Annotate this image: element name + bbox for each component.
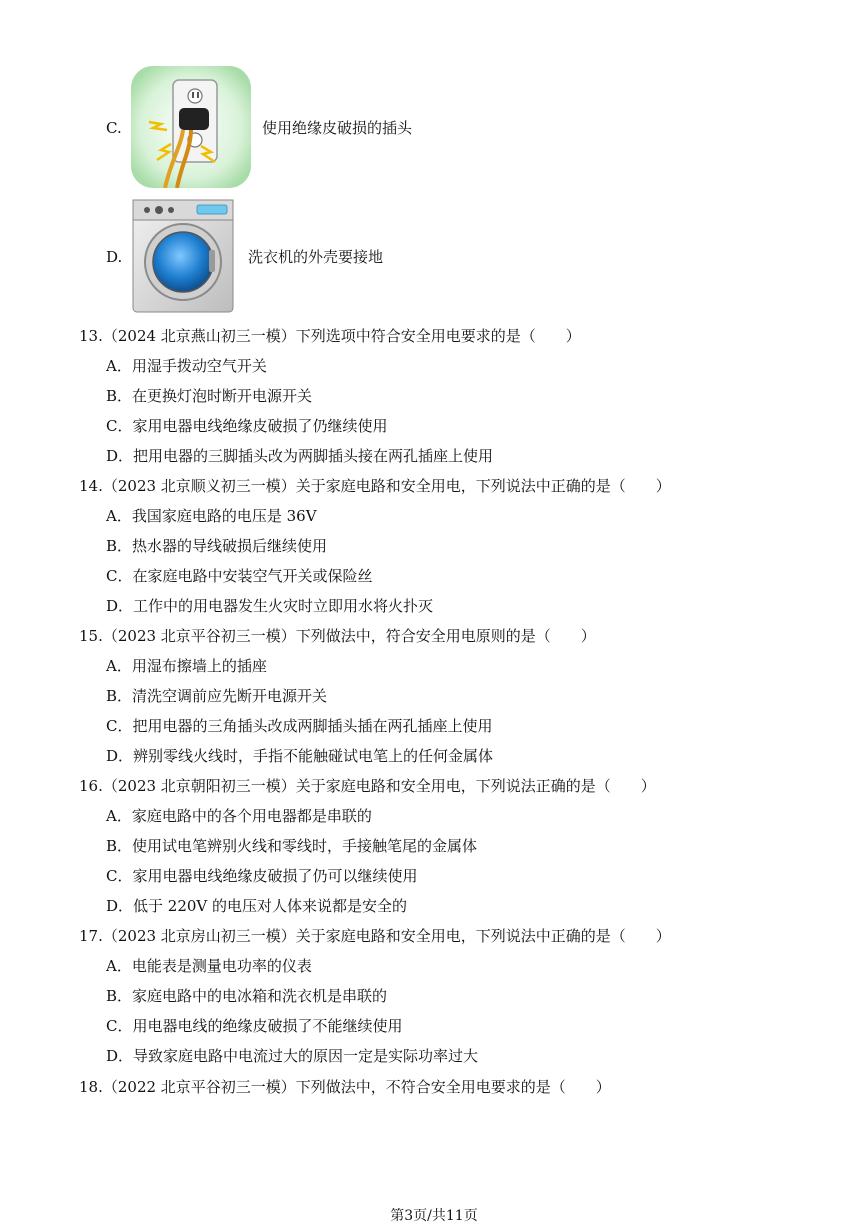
question-17-option-a: A．电能表是测量电功率的仪表	[106, 957, 312, 975]
question-13-option-c: C．家用电器电线绝缘皮破损了仍继续使用	[106, 417, 388, 435]
question-16-option-b: B．使用试电笔辨别火线和零线时，手接触笔尾的金属体	[106, 837, 478, 855]
question-13-option-b: B．在更换灯泡时断开电源开关	[106, 387, 313, 405]
question-16-option-a: A．家庭电路中的各个用电器都是串联的	[106, 807, 372, 825]
question-16-option-c: C．家用电器电线绝缘皮破损了仍可以继续使用	[106, 867, 418, 885]
question-14-option-d: D．工作中的用电器发生火灾时立即用水将火扑灭	[106, 597, 434, 615]
question-14-option-a: A．我国家庭电路的电压是 36V	[106, 507, 317, 525]
question-18-stem: 18.（2022 北京平谷初三一模）下列做法中，不符合安全用电要求的是（ ）	[79, 1078, 611, 1096]
question-17-stem: 17.（2023 北京房山初三一模）关于家庭电路和安全用电，下列说法中正确的是（ ）	[79, 927, 671, 945]
question-13-stem: 13.（2024 北京燕山初三一模）下列选项中符合安全用电要求的是（ ）	[79, 327, 581, 345]
question-14-option-c: C．在家庭电路中安装空气开关或保险丝	[106, 567, 373, 585]
question-16-stem: 16.（2023 北京朝阳初三一模）关于家庭电路和安全用电，下列说法正确的是（ ）	[79, 777, 656, 795]
question-16-option-d: D．低于 220V 的电压对人体来说都是安全的	[106, 897, 408, 915]
option-d-letter: D.	[106, 248, 123, 266]
question-15-option-d: D．辨别零线火线时，手指不能触碰试电笔上的任何金属体	[106, 747, 494, 765]
question-15-option-b: B．清洗空调前应先断开电源开关	[106, 687, 328, 705]
damaged-plug-icon	[131, 66, 251, 188]
question-14-stem: 14.（2023 北京顺义初三一模）关于家庭电路和安全用电，下列说法中正确的是（ ）	[79, 477, 671, 495]
question-15-option-c: C．把用电器的三角插头改成两脚插头插在两孔插座上使用	[106, 717, 493, 735]
washing-machine-icon	[131, 198, 237, 314]
question-15-stem: 15.（2023 北京平谷初三一模）下列做法中，符合安全用电原则的是（ ）	[79, 627, 596, 645]
question-17-option-b: B．家庭电路中的电冰箱和洗衣机是串联的	[106, 987, 388, 1005]
question-17-option-d: D．导致家庭电路中电流过大的原因一定是实际功率过大	[106, 1047, 479, 1065]
page-footer: 第3页/共11页	[390, 1208, 478, 1224]
option-c-text: 使用绝缘皮破损的插头	[262, 119, 413, 137]
question-14-option-b: B．热水器的导线破损后继续使用	[106, 537, 328, 555]
option-d-text: 洗衣机的外壳要接地	[248, 248, 384, 266]
question-13-option-d: D．把用电器的三脚插头改为两脚插头接在两孔插座上使用	[106, 447, 494, 465]
question-17-option-c: C．用电器电线的绝缘皮破损了不能继续使用	[106, 1017, 403, 1035]
question-15-option-a: A．用湿布擦墙上的插座	[106, 657, 267, 675]
option-c-letter: C.	[106, 119, 122, 137]
question-13-option-a: A．用湿手拨动空气开关	[106, 357, 267, 375]
